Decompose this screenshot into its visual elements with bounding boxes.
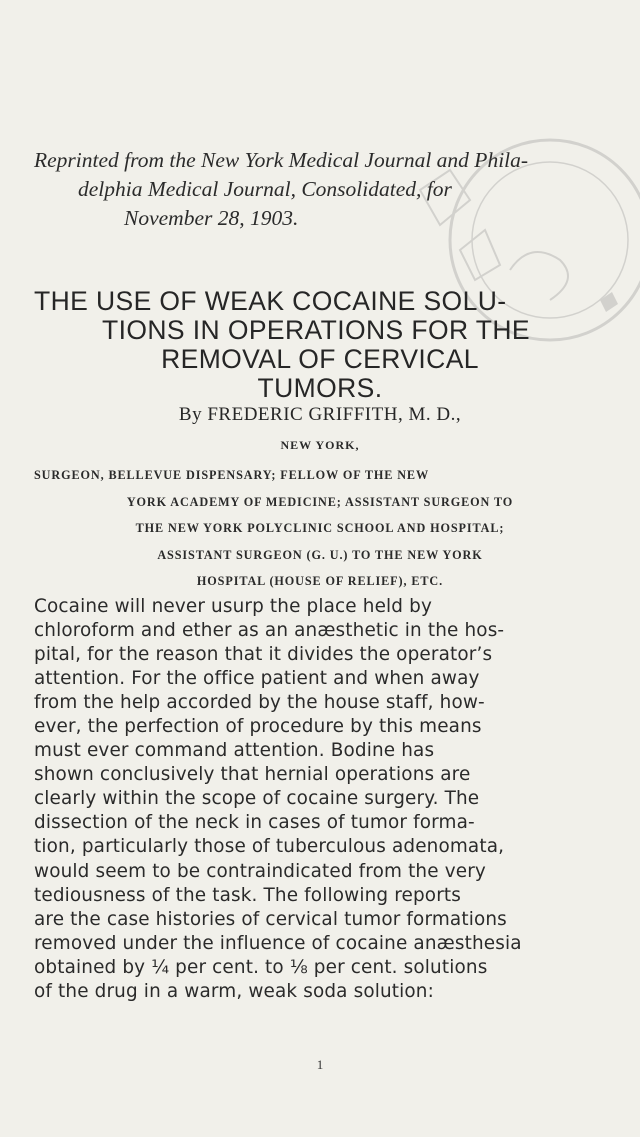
author-byline: By FREDERIC GRIFFITH, M. D., (178, 404, 462, 425)
body-line: pital, for the reason that it divides the operator’s (34, 644, 493, 666)
body-line: tediousness of the task. The following reports (34, 884, 462, 906)
reprint-notice (34, 146, 624, 233)
affiliation-line: SURGEON, BELLEVUE DISPENSARY; FELLOW OF THE NEW (34, 468, 430, 482)
affiliation-line: YORK ACADEMY OF MEDICINE; ASSISTANT SURGEON TO (126, 494, 514, 509)
body-line: tion, particularly those of tuberculous adenomata, (34, 836, 505, 858)
body-line: dissection of the neck in cases of tumor forma- (34, 812, 475, 834)
affiliation-line: HOSPITAL (HOUSE OF RELIEF), ETC. (196, 574, 444, 588)
body-line: must ever command attention. Bodine has (34, 740, 435, 762)
reprint-line: Reprinted from the New York Medical Journal and Phila- (34, 148, 529, 172)
affiliation-line: ASSISTANT SURGEON (G. U.) TO THE NEW YORK (157, 547, 483, 562)
author-location: NEW YORK, (280, 438, 360, 452)
body-line: Cocaine will never usurp the place held by (34, 596, 432, 617)
body-line: of the drug in a warm, weak soda solution: (34, 980, 434, 1002)
affiliation-line: THE NEW YORK POLYCLINIC SCHOOL AND HOSPITAL; (135, 521, 505, 535)
author-affiliations (0, 462, 640, 595)
title-line: THE USE OF WEAK COCAINE SOLU- (34, 286, 507, 316)
body-line: removed under the influence of cocaine anæsthesia (34, 932, 522, 954)
body-line: clearly within the scope of cocaine surgery. The (34, 788, 480, 810)
reprint-line: November 28, 1903. (124, 206, 299, 230)
page-number: 1 (316, 1057, 324, 1072)
body-line: from the help accorded by the house staff, how- (34, 692, 485, 714)
body-line: would seem to be contraindicated from the very (34, 860, 486, 882)
title-line: TUMORS. (257, 373, 383, 403)
title-line: TIONS IN OPERATIONS FOR THE (102, 315, 530, 345)
article-title (0, 287, 640, 403)
title-line: REMOVAL OF CERVICAL (161, 344, 479, 374)
body-line: attention. For the office patient and when away (34, 668, 480, 690)
body-line: shown conclusively that hernial operations are (34, 764, 471, 786)
body-line: ever, the perfection of procedure by this means (34, 716, 482, 738)
body-line: chloroform and ether as an anæsthetic in the hos- (34, 620, 505, 642)
body-line: obtained by ¼ per cent. to ⅛ per cent. solutions (34, 956, 488, 978)
reprint-line: delphia Medical Journal, Consolidated, for (78, 177, 452, 201)
article-body (34, 595, 608, 1004)
body-line: are the case histories of cervical tumor formations (34, 908, 507, 930)
